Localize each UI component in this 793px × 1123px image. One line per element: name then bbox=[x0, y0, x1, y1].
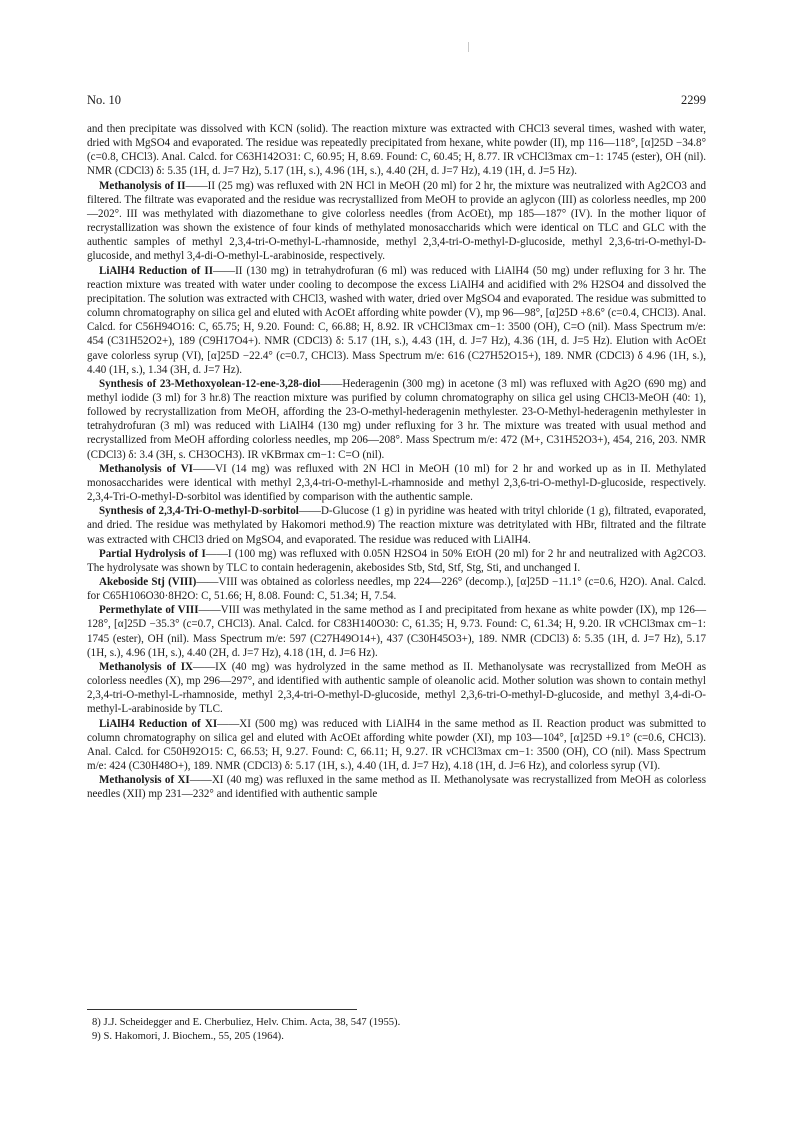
paragraph-text: ——XI (500 mg) was reduced with LiAlH4 in the same method as II. Reaction product was submitted to column chromatography on silica gel and eluted with AcOEt affording white powder (XI), mp 103—104°, [α]25D +9.1° (c=0.6, CHCl3). Anal. Calcd. for C50H92O15: C, 66.53; H, 9.27. Found: C, 66.11; H, 9.27. IR νCHCl3max cm−1: 3500 (OH), CO (nil). Mass Spectrum m/e: 424 (C30H48O+), 189. NMR (CDCl3) δ: 5.17 (1H, s.), 4.40 (1H, d. J=7 Hz), 4.18 (1H, d. J=6 Hz), and colorless syrup (VI). bbox=[87, 717, 706, 773]
footnote: 9) S. Hakomori, J. Biochem., 55, 205 (1964). bbox=[92, 1031, 284, 1042]
scan-mark bbox=[468, 42, 469, 52]
paragraph-text: ——I (100 mg) was refluxed with 0.05N H2SO4 in 50% EtOH (20 ml) for 2 hr and neutralized with Ag2CO3. The hydrolysate was shown by TLC to contain hederagenin, akebosides Stb, Std, Stf, Stg, Sti, and unchanged I. bbox=[87, 547, 706, 574]
paragraph-heading: Partial Hydrolysis of I bbox=[99, 547, 206, 560]
page-number: 2299 bbox=[681, 93, 706, 107]
paragraph bbox=[87, 547, 706, 575]
page-header bbox=[87, 93, 706, 111]
paragraph-heading: LiAlH4 Reduction of XI bbox=[99, 717, 218, 730]
paragraph bbox=[87, 264, 706, 377]
paragraph-heading: Methanolysis of IX bbox=[99, 660, 194, 673]
paragraph-text: ——VI (14 mg) was refluxed with 2N HCl in MeOH (10 ml) for 2 hr and worked up as in II. Methylated monosaccharides were identical with methyl 2,3,4-tri-O-methyl-L-rhamnoside and methyl 2,3,6-tri-O-methyl-D-glucoside, respectively. 2,3,4-Tri-O-methyl-D-sorbitol was identified by comparison with the authentic sample. bbox=[87, 462, 707, 504]
footnote-divider bbox=[87, 1009, 357, 1010]
article-body bbox=[87, 122, 706, 802]
paragraph bbox=[87, 179, 706, 264]
paragraph-text: and then precipitate was dissolved with KCN (solid). The reaction mixture was extracted with CHCl3 several times, washed with water, dried with MgSO4 and evaporated. The residue was repeatedly precipitated from hexane, white powder (II), mp 116—118°, [α]25D −34.8° (c=0.8, CHCl3). Anal. Calcd. for C63H142O31: C, 60.95; H, 8.69. Found: C, 60.45; H, 8.77. IR νCHCl3max cm−1: 1745 (ester), OH (nil). NMR (CDCl3) δ: 5.35 (1H, d. J=7 Hz), 5.17 (1H, s.), 4.96 (1H, s.), 4.40 (2H, d. J=7 Hz), 4.19 (1H, d. J=5 Hz). bbox=[87, 123, 706, 178]
paragraph bbox=[87, 717, 706, 774]
paragraph bbox=[87, 773, 706, 801]
paragraph-text: ——II (25 mg) was refluxed with 2N HCl in MeOH (20 ml) for 2 hr, the mixture was neutralized with Ag2CO3 and filtered. The filtrate was evaporated and the residue was recrystallized from MeOH to provide an aglycon (III) as colorless needles, mp 200—202°. III was methylated with diazomethane to give colorless needles (from AcOEt), mp 185—187° (IV). In the mother liquor of recrystallization was shown the existence of four kinds of methylated monosaccharids which were identical on TLC and GLC with the authentic samples of methyl 2,3,4-tri-O-methyl-L-rhamnoside, methyl 2,3,4-tri-O-methyl-D-glucoside, methyl 2,3,6-tri-O-methyl-D-glucoside, and methyl 3,4-di-O-methyl-L-arabinoside, respectively. bbox=[87, 179, 706, 263]
paragraph bbox=[87, 504, 706, 546]
paragraph bbox=[87, 603, 706, 660]
paragraph-heading: Akeboside Stj (VIII) bbox=[99, 576, 197, 588]
paragraph bbox=[87, 122, 706, 179]
paragraph-heading: Methanolysis of II bbox=[99, 179, 186, 192]
paragraph-heading: Synthesis of 2,3,4-Tri-O-methyl-D-sorbitol bbox=[99, 505, 299, 518]
paragraph-text: ——XI (40 mg) was refluxed in the same method as II. Methanolysate was recrystallized from MeOH as colorless needles (XII) mp 231—232° and identified with authentic sample bbox=[87, 774, 707, 801]
paragraph bbox=[87, 660, 706, 717]
footnote: 8) J.J. Scheidegger and E. Cherbuliez, Helv. Chim. Acta, 38, 547 (1955). bbox=[92, 1017, 401, 1028]
paragraph bbox=[87, 462, 706, 504]
paragraph-heading: LiAlH4 Reduction of II bbox=[99, 264, 213, 277]
paragraph-text: ——VIII was obtained as colorless needles, mp 224—226° (decomp.), [α]25D −11.1° (c=0.6, H2O). Anal. Calcd. for C65H106O30·8H2O: C, 51.66; H, 8.08. Found: C, 51.34; H, 7.54. bbox=[87, 576, 706, 603]
paragraph-heading: Permethylate of VIII bbox=[99, 604, 199, 617]
footnotes bbox=[92, 1016, 692, 1044]
paragraph-text: ——D-Glucose (1 g) in pyridine was heated with trityl chloride (1 g), filtrated, evaporated, and dried. The residue was methylated by Hakomori method.9) The reaction mixture was detritylated with HBr, filtrated and the filtrate was extracted with CHCl3 dried on MgSO4, and evaporated. The residue was reduced with LiAlH4. bbox=[87, 505, 706, 546]
paragraph-heading: Methanolysis of VI bbox=[99, 462, 193, 475]
paragraph-heading: Synthesis of 23-Methoxyolean-12-ene-3,28-diol bbox=[99, 377, 321, 390]
paragraph bbox=[87, 575, 706, 603]
paragraph-heading: Methanolysis of XI bbox=[99, 774, 190, 787]
paragraph-text: ——II (130 mg) in tetrahydrofuran (6 ml) was reduced with LiAlH4 (50 mg) under refluxing for 3 hr. The reaction mixture was treated with water under cooling to decompose the excess LiAlH4 and acidified with 2% H2SO4 and dissolved the precipitation. The solution was extracted with CHCl3, washed with water, dried over MgSO4 and evaporated. The residue was submitted to column chromatography on silica gel and eluted with AcOEt affording white powder (V), mp 96—98°, [α]25D +8.6° (c=0.4, CHCl3). Anal. Calcd. for C56H94O16: C, 65.75; H, 9.20. Found: C, 66.88; H, 8.92. IR νCHCl3max cm−1: 3500 (OH), C=O (nil). Mass Spectrum m/e: 454 (C31H52O2+), 189 (C9H17O4+). NMR (CDCl3) δ: 5.17 (1H, s.), 4.43 (1H, d. J=7 Hz), 4.36 (1H, d. J=5 Hz). Elution with AcOEt gave colorless syrup (VI), [α]25D −22.4° (c=0.7, CHCl3). Mass Spectrum m/e: 616 (C27H52O15+), 189. NMR (CDCl3) δ 4.96 (1H, s.), 4.40 (1H, s.), 1.34 (3H, d. J=7 Hz). bbox=[87, 264, 706, 376]
paragraph-text: ——VIII was methylated in the same method as I and precipitated from hexane as white powder (IX), mp 126—128°, [α]25D −35.3° (c=0.7, CHCl3). Anal. Calcd. for C83H140O30: C, 61.35; H, 9.73. Found: C, 61.34; H, 9.20. IR νCHCl3max cm−1: 1745 (ester), OH (nil). Mass Spectrum m/e: 597 (C27H49O14+), 437 (C30H45O3+), 189. NMR (CDCl3) δ: 5.35 (1H, d. J=7 Hz), 5.17 (1H, s.), 4.96 (1H, s.), 4.40 (2H, d. J=7 Hz), 4.18 (1H, d. J=6 Hz). bbox=[87, 604, 706, 659]
journal-issue: No. 10 bbox=[87, 93, 122, 107]
paragraph-text: ——Hederagenin (300 mg) in acetone (3 ml) was refluxed with Ag2O (690 mg) and methyl iodide (3 ml) for 3 hr.8) The reaction mixture was purified by column chromatography on silica gel using CHCl3-MeOH (40: 1), followed by recrystallization from MeOH, affording the 23-O-methyl-hederagenin methylester. 23-O-Methyl-hederagenin methylester in tetrahydrofuran (3 ml) was reduced with LiAlH4 (130 mg) under refluxing for 3 hr. The mixture was treated with usual method and recrystallized from MeOH affording colorless needles, mp 206—208°. Mass Spectrum m/e: 472 (M+, C31H52O3+), 454, 216, 203. NMR (CDCl3) δ: 3.4 (3H, s. CH3OCH3). IR νKBrmax cm−1: C=O (nil). bbox=[87, 377, 706, 461]
paragraph bbox=[87, 377, 706, 462]
paragraph-text: ——IX (40 mg) was hydrolyzed in the same method as II. Methanolysate was recrystallized from MeOH as colorless needles (X), mp 296—297°, and identified with authentic sample of oleanolic acid. Mother solution was shown to contain methyl 2,3,4-tri-O-methyl-L-rhamnoside, methyl 2,3,4-tri-O-methyl-D-glucoside, methyl 2,3,6-tri-O-methyl-D-glucoside, and methyl 3,4-di-O-methyl-L-arabinoside by TLC. bbox=[87, 660, 706, 716]
